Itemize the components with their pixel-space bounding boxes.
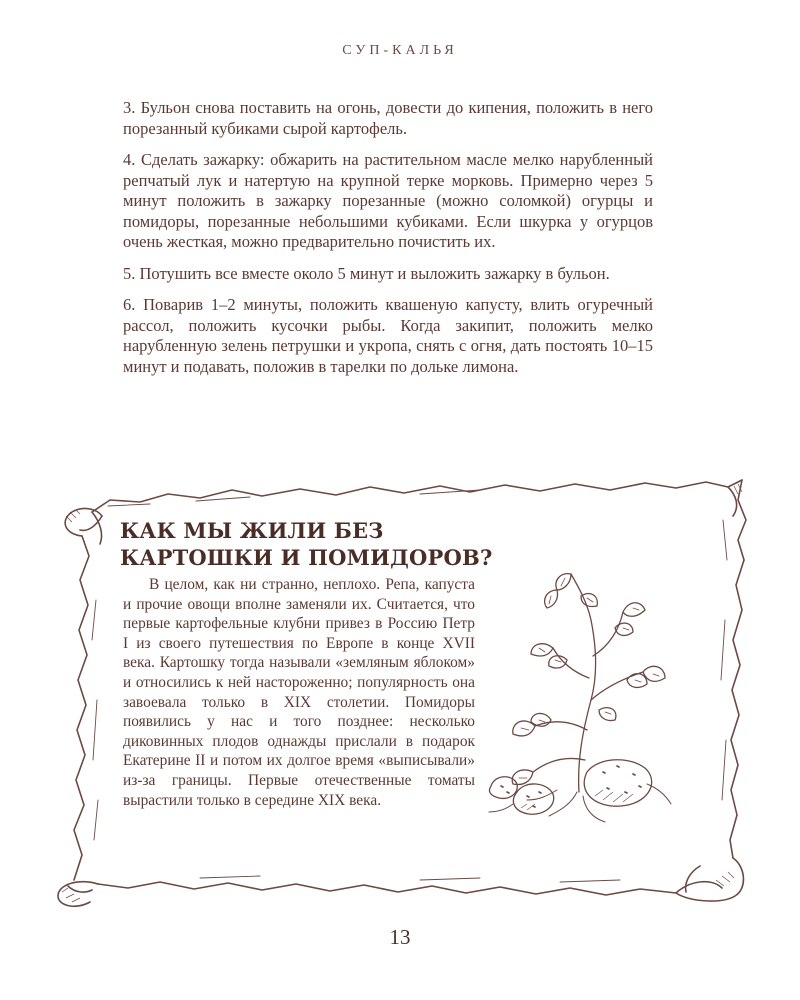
- recipe-step-5: 5. Потушить все вместе около 5 минут и выложить зажарку в бульон.: [123, 263, 610, 283]
- sidebar-body: [123, 575, 475, 810]
- potato-plant-icon: [487, 560, 677, 830]
- recipe-step-4: 4. Сделать зажарку: обжарить на растительном масле мелко нарубленный репчатый лук и натертую на крупной терке морковь. Примерно через 5 минут положить в зажарку порезанные (можно соломкой) огурцы и помидоры, порезанные небольшими кубиками. Если шкурка у огурцов очень жесткая, можно предварительно почистить их.: [123, 150, 653, 251]
- sidebar-paragraph: В целом, как ни странно, неплохо. Репа, капуста и прочие овощи вполне заменяли их. Считается, что первые картофельные клубни привез в Россию Петр I из своего путешествия по Европе в конце XVII века. Картошку тогда называли «земляным яблоком» и относились к ней настороженно; популярность она завоевала только в XIX столетии. Помидоры появились у нас и того позднее: несколько диковинных плодов однажды прислали в подарок Екатерине II и потом их долгое время «выписывали» из-за границы. Первые отечественные томаты вырастили только в середине XIX века.: [123, 576, 475, 809]
- recipe-step-3: 3. Бульон снова поставить на огонь, довести до кипения, положить в него порезанный кубиками сырой картофель.: [123, 98, 653, 138]
- sidebar-title: КАК МЫ ЖИЛИ БЕЗ КАРТОШКИ И ПОМИДОРОВ?: [120, 518, 493, 570]
- page-number: 13: [389, 925, 411, 949]
- running-head: СУП-КАЛЬЯ: [342, 43, 458, 58]
- recipe-step-6: 6. Поварив 1–2 минуты, положить квашеную капусту, влить огуречный рассол, положить кусочки рыбы. Когда закипит, положить мелко нарубленную зелень петрушки и укропа, снять с огня, дать постоять 10–15 минут и подавать, положив в тарелки по дольке лимона.: [123, 295, 653, 376]
